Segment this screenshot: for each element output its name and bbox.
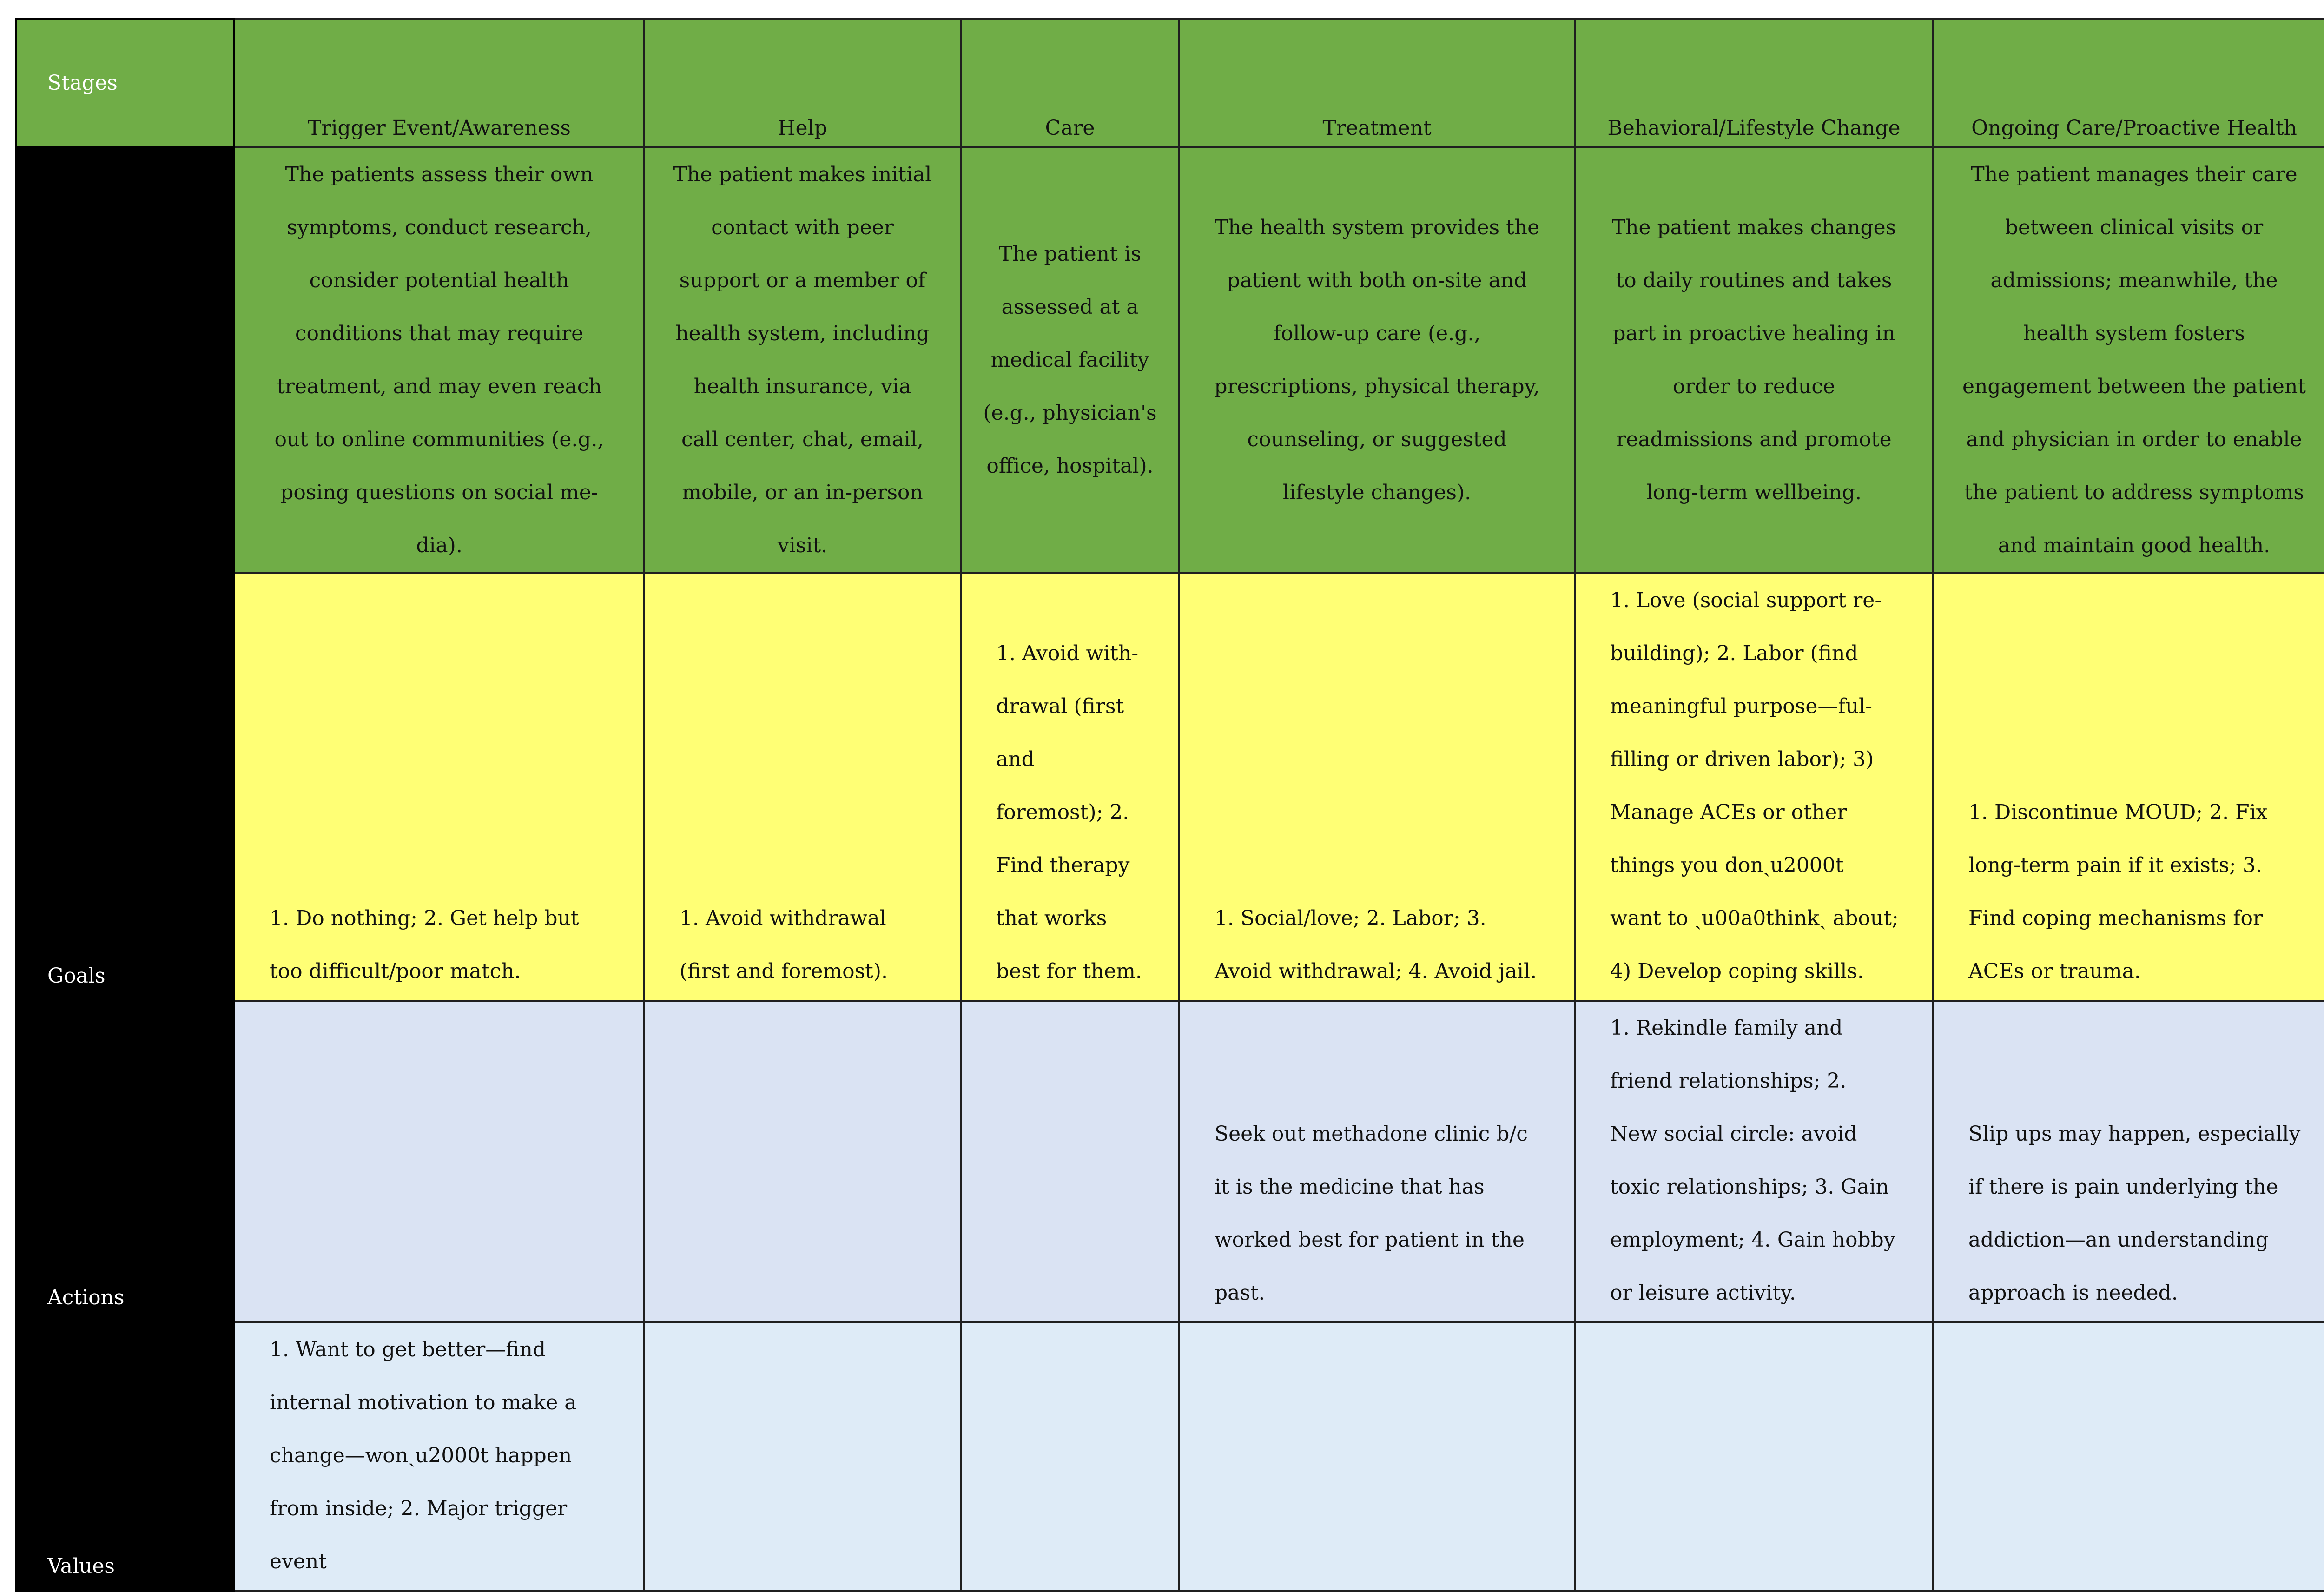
actions-cell-treatment: Seek out methadone clinic b/c it is the medicine that has worked best for patient in the past. [1179, 1001, 1575, 1322]
stage-description-row [16, 147, 2324, 573]
stage-description-trigger: The patients assess their own symptoms, conduct research, consider potential health conditions that may require treatment, and may even reach out to online communities (e.g., posing questions on social media). [234, 147, 644, 573]
goals-cell-ongoing: 1. Discontinue MOUD; 2. Fix long-term pain if it exists; 3. Find coping mechanisms for ACEs or trauma. [1933, 573, 2324, 1001]
values-cell-care [961, 1322, 1179, 1591]
stage-description-ongoing: The patient manages their care between clinical visits or admissions; meanwhile, the health system fosters engagement between the patient and physician in order to enable the patient to address symptoms and maintain good health. [1933, 147, 2324, 573]
goals-cell-care: 1. Avoid withdrawal (first and foremost); 2. Find therapy that works best for them. [961, 573, 1179, 1001]
values-cell-treatment [1179, 1322, 1575, 1591]
values-cell-trigger: 1. Want to get better—find internal motivation to make a change—wonˎu2000t happen from inside; 2. Major trigger event [234, 1322, 644, 1591]
row-label-stages-spacer [16, 147, 234, 573]
stages-row [16, 19, 2324, 147]
actions-cell-behavioral: 1. Rekindle family and friend relationships; 2. New social circle: avoid toxic relationships; 3. Gain employment; 4. Gain hobby or leisure activity. [1575, 1001, 1933, 1322]
row-label-actions: Actions [16, 1001, 234, 1322]
values-cell-behavioral [1575, 1322, 1933, 1591]
stage-name-ongoing: Ongoing Care/Proactive Health [1933, 19, 2324, 147]
stage-description-behavioral: The patient makes changes to daily routines and takes part in proactive healing in order to reduce readmissions and promote long-term wellbeing. [1575, 147, 1933, 573]
journey-table [15, 18, 2324, 1592]
row-label-values: Values [16, 1322, 234, 1591]
stage-description-help: The patient makes initial contact with peer support or a member of health system, including health insurance, via call center, chat, email, mobile, or an in-person visit. [644, 147, 961, 573]
actions-cell-help [644, 1001, 961, 1322]
stage-description-treatment: The health system provides the patient with both on-site and follow-up care (e.g., prescriptions, physical therapy, counseling, or suggested lifestyle changes). [1179, 147, 1575, 573]
actions-cell-ongoing: Slip ups may happen, especially if there is pain underlying the addiction—an understanding approach is needed. [1933, 1001, 2324, 1322]
stage-name-trigger: Trigger Event/Awareness [234, 19, 644, 147]
goals-cell-help: 1. Avoid withdrawal (first and foremost). [644, 573, 961, 1001]
actions-cell-care [961, 1001, 1179, 1322]
goals-cell-behavioral: 1. Love (social support rebuilding); 2. Labor (find meaningful purpose—fulfilling or driven labor); 3) Manage ACEs or other things you donˎu2000t want to ˎu00a0thinkˎ about; 4) Develop coping skills. [1575, 573, 1933, 1001]
goals-cell-treatment: 1. Social/love; 2. Labor; 3. Avoid withdrawal; 4. Avoid jail. [1179, 573, 1575, 1001]
row-label-stages: Stages [16, 19, 234, 147]
stage-name-help: Help [644, 19, 961, 147]
goals-row [16, 573, 2324, 1001]
values-cell-ongoing [1933, 1322, 2324, 1591]
stage-description-care: The patient is assessed at a medical facility (e.g., physician's office, hospital). [961, 147, 1179, 573]
row-label-goals: Goals [16, 573, 234, 1001]
actions-row [16, 1001, 2324, 1322]
stage-name-treatment: Treatment [1179, 19, 1575, 147]
journey-map [15, 18, 2324, 1578]
values-cell-help [644, 1322, 961, 1591]
goals-cell-trigger: 1. Do nothing; 2. Get help but too difficult/poor match. [234, 573, 644, 1001]
stage-name-behavioral: Behavioral/Lifestyle Change [1575, 19, 1933, 147]
stage-name-care: Care [961, 19, 1179, 147]
values-row [16, 1322, 2324, 1591]
actions-cell-trigger [234, 1001, 644, 1322]
